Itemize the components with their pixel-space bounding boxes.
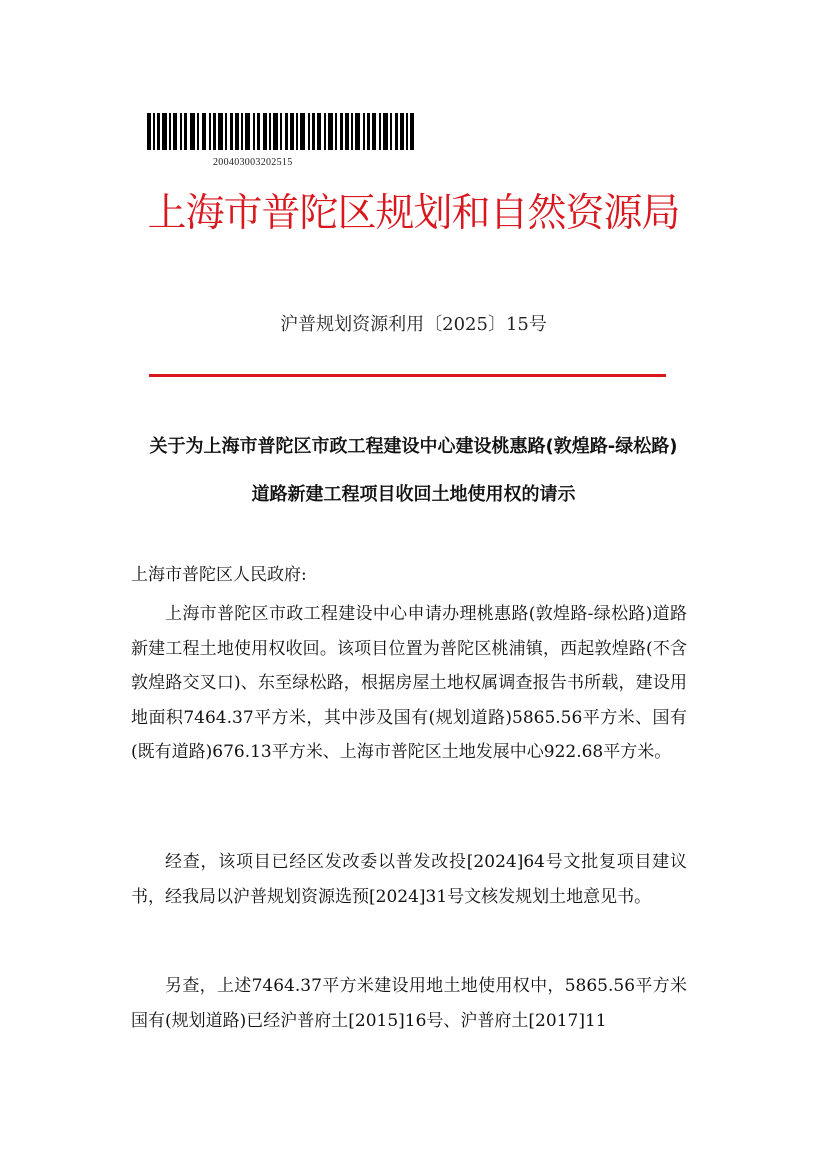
- body-paragraph: 经查，该项目已经区发改委以普发改投[2024]64号文批复项目建议书，经我局以沪普规划资源选预[2024]31号文核发规划土地意见书。: [131, 852, 687, 907]
- barcode-number: 200403003202515: [213, 157, 293, 168]
- document-title-line-2: 道路新建工程项目收回土地使用权的请示: [251, 484, 576, 505]
- document-title-line-1: 关于为上海市普陀区市政工程建设中心建设桃惠路(敦煌路-绿松路): [149, 436, 678, 457]
- body-paragraph: 上海市普陀区市政工程建设中心申请办理桃惠路(敦煌路-绿松路)道路新建工程土地使用权收回。该项目位置为普陀区桃浦镇，西起敦煌路(不含敦煌路交叉口)、东至绿松路，根据房屋土地权属调查报告书所载，建设用地面积7464.37平方米，其中涉及国有(规划道路)5865.56平方米、国有(既有道路)676.13平方米、上海市普陀区土地发展中心922.68平方米。: [131, 604, 687, 762]
- barcode: [147, 113, 417, 150]
- red-divider: [149, 374, 666, 377]
- document-number: 沪普规划资源利用〔2025〕15号: [280, 314, 547, 335]
- salutation: 上海市普陀区人民政府:: [131, 565, 307, 585]
- body-paragraph: 另查，上述7464.37平方米建设用地土地使用权中，5865.56平方米国有(规划道路)已经沪普府土[2015]16号、沪普府土[2017]11: [131, 976, 687, 1031]
- agency-title: 上海市普陀区规划和自然资源局: [147, 191, 680, 236]
